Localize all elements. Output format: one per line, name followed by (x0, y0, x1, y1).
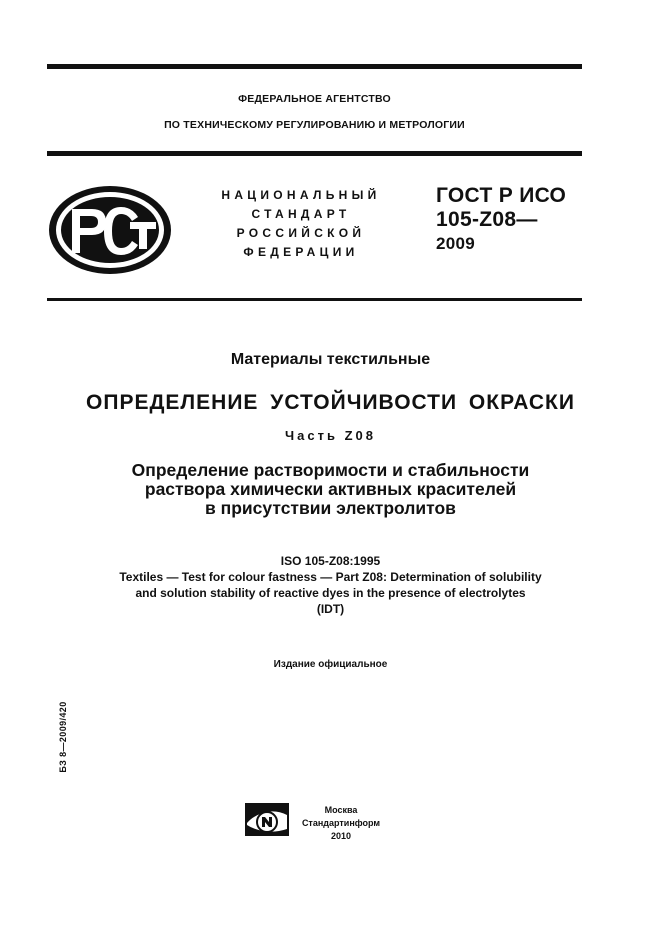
title-part: Часть Z08 (285, 428, 376, 443)
publisher-imprint (296, 804, 386, 843)
designation-year: 2009 (436, 234, 476, 253)
subtitle-line3: в присутствии электролитов (205, 498, 456, 518)
standard-designation (436, 184, 566, 256)
title-subtitle (0, 461, 661, 518)
iso-title-line1: Textiles — Test for colour fastness — Part Z08: Determination of solubility (119, 570, 542, 584)
rst-emblem-icon (46, 183, 174, 277)
national-standard-line2: СТАНДАРТ (251, 207, 351, 221)
iso-reference (0, 553, 661, 617)
national-standard-line4: ФЕДЕРАЦИИ (243, 245, 359, 259)
designation-line2: 105-Z08— (436, 208, 538, 231)
designation-line1: ГОСТ Р ИСО (436, 184, 567, 207)
title-main: ОПРЕДЕЛЕНИЕ УСТОЙЧИВОСТИ ОКРАСКИ (86, 391, 575, 414)
publisher-year: 2010 (330, 831, 352, 841)
top-rule (47, 64, 582, 69)
agency-name-line1: ФЕДЕРАЛЬНОЕ АГЕНТСТВО (238, 93, 391, 105)
header-rule (47, 151, 582, 156)
standartinform-logo-icon (245, 803, 289, 836)
publisher-city: Москва (324, 805, 358, 815)
national-standard-line3: РОССИЙСКОЙ (236, 226, 366, 240)
side-code: БЗ 8—2009/420 (58, 701, 68, 773)
national-standard-label (205, 186, 397, 262)
iso-title-line2: and solution stability of reactive dyes in the presence of electrolytes (135, 586, 526, 600)
iso-code: ISO 105-Z08:1995 (280, 554, 381, 568)
subtitle-line1: Определение растворимости и стабильности (131, 460, 530, 480)
title-materials: Материалы текстильные (230, 351, 431, 368)
national-standard-line1: НАЦИОНАЛЬНЫЙ (221, 188, 381, 202)
designation-rule (47, 298, 582, 301)
subtitle-line2: раствора химически активных красителей (144, 479, 517, 499)
edition-label: Издание официальное (273, 659, 388, 670)
agency-name-line2: ПО ТЕХНИЧЕСКОМУ РЕГУЛИРОВАНИЮ И МЕТРОЛОГИИ (164, 119, 465, 131)
publisher-name: Стандартинформ (301, 818, 381, 828)
iso-title-line3: (IDT) (316, 602, 345, 616)
